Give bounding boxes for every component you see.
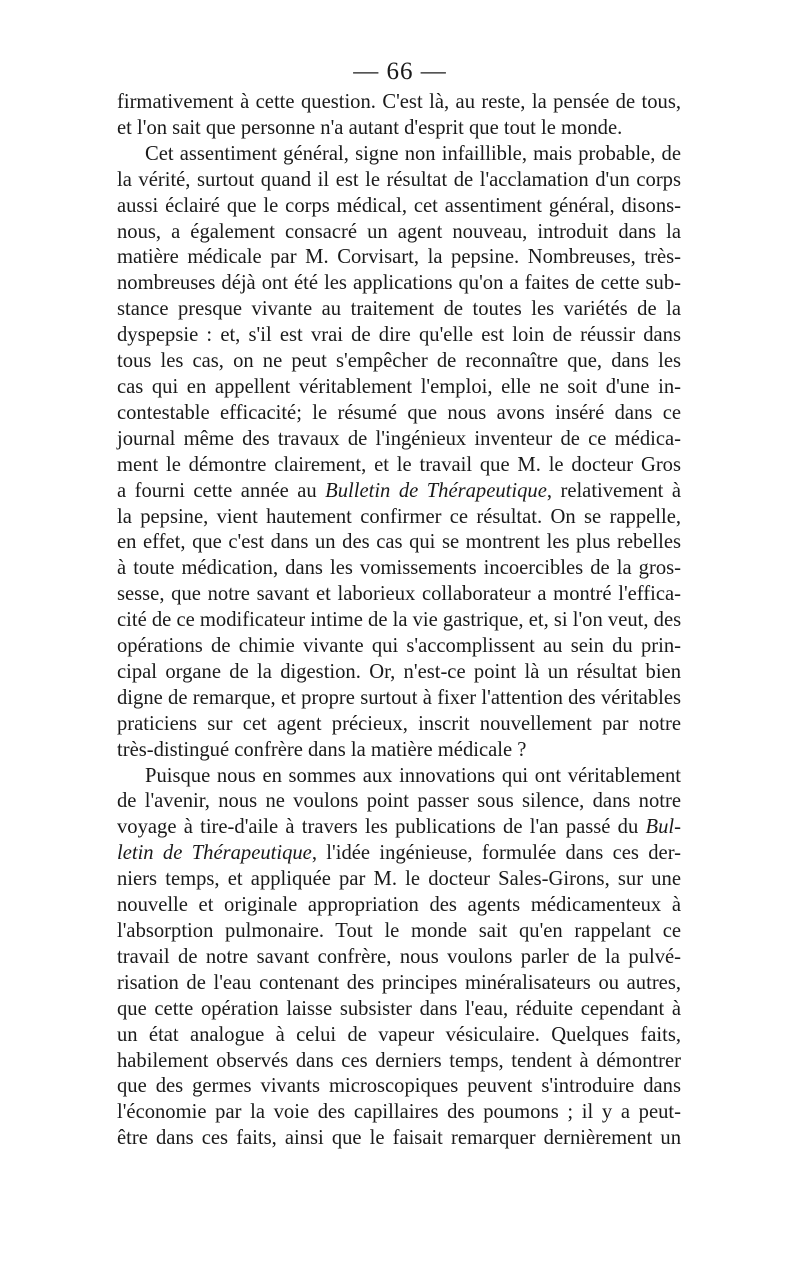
text-line: l'économie par la voie des capillaires des poumons ; il y a peut- (117, 1101, 681, 1124)
page-number: — 66 — (353, 58, 447, 85)
text-line: que cette opération laisse subsister dans l'eau, réduite cependant à (117, 997, 681, 1020)
text-line: de l'avenir, nous ne voulons point passer sous silence, dans notre (117, 790, 681, 813)
text-line: à toute médication, dans les vomissements incoercibles de la gros- (117, 557, 681, 580)
text-line: travail de notre savant confrère, nous voulons parler de la pulvé- (117, 945, 681, 968)
body-text (117, 90, 681, 1152)
text-line: digne de remarque, et propre surtout à fixer l'attention des véritables (117, 686, 681, 709)
text-line: la vérité, surtout quand il est le résultat de l'acclamation d'un corps (117, 168, 681, 191)
text-line: cipal organe de la digestion. Or, n'est-ce point là un résultat bien (117, 660, 681, 683)
text-line: cité de ce modificateur intime de la vie gastrique, et, si l'on veut, des (117, 609, 682, 632)
text-line: ment le démontre clairement, et le travail que M. le docteur Gros (117, 453, 681, 476)
text-line: Puisque nous en sommes aux innovations qui ont véritablement (145, 764, 681, 787)
text-line: firmativement à cette question. C'est là, au reste, la pensée de tous, (117, 91, 681, 113)
text-line: la pepsine, vient hautement confirmer ce résultat. On se rappelle, (117, 505, 681, 528)
text-line: Cet assentiment général, signe non infaillible, mais probable, de (145, 142, 681, 165)
text-line: dyspepsie : et, s'il est vrai de dire qu'elle est loin de réussir dans (117, 324, 681, 347)
text-line: matière médicale par M. Corvisart, la pepsine. Nombreuses, très- (117, 246, 681, 269)
text-line: a fourni cette année au Bulletin de Thérapeutique, relativement à (117, 479, 681, 502)
text-line: opérations de chimie vivante qui s'accomplissent au sein du prin- (117, 635, 681, 658)
text-line: que des germes vivants microscopiques peuvent s'introduire dans (117, 1075, 681, 1098)
text-line: risation de l'eau contenant des principes minéralisateurs ou autres, (117, 971, 681, 994)
text-line: nombreuses déjà ont été les applications qu'on a faites de cette sub- (117, 272, 681, 295)
text-line: praticiens sur cet agent précieux, inscrit nouvellement par notre (117, 712, 681, 735)
text-line: voyage à tire-d'aile à travers les publications de l'an passé du Bul- (117, 816, 681, 839)
text-line: letin de Thérapeutique, l'idée ingénieuse, formulée dans ces der- (117, 842, 681, 865)
text-line: niers temps, et appliquée par M. le docteur Sales-Girons, sur une (117, 868, 681, 891)
text-line: très-distingué confrère dans la matière médicale ? (117, 738, 527, 761)
text-line: nous, a également consacré un agent nouveau, introduit dans la (117, 220, 681, 243)
text-line: sesse, que notre savant et laborieux collaborateur a montré l'effica- (117, 583, 681, 606)
text-line: habilement observés dans ces derniers temps, tendent à démontrer (117, 1049, 681, 1072)
text-line: un état analogue à celui de vapeur vésiculaire. Quelques faits, (117, 1023, 681, 1046)
text-line: nouvelle et originale appropriation des agents médicamenteux à (117, 894, 681, 917)
text-line: l'absorption pulmonaire. Tout le monde sait qu'en rappelant ce (117, 920, 681, 942)
text-line: tous les cas, on ne peut s'empêcher de reconnaître que, dans les (117, 350, 681, 373)
text-line: cas qui en appellent véritablement l'emploi, elle ne soit d'une in- (117, 375, 681, 398)
text-line: aussi éclairé que le corps médical, cet assentiment général, disons- (117, 194, 681, 217)
text-line: et l'on sait que personne n'a autant d'esprit que tout le monde. (117, 116, 623, 139)
text-line: contestable efficacité; le résumé que nous avons inséré dans ce (117, 401, 681, 424)
text-line: journal même des travaux de l'ingénieux inventeur de ce médica- (117, 427, 681, 450)
text-line: être dans ces faits, ainsi que le faisait remarquer dernièrement un (117, 1127, 681, 1150)
text-line: en effet, que c'est dans un des cas qui se montrent les plus rebelles (117, 531, 681, 554)
text-line: stance presque vivante au traitement de toutes les variétés de la (117, 298, 681, 321)
